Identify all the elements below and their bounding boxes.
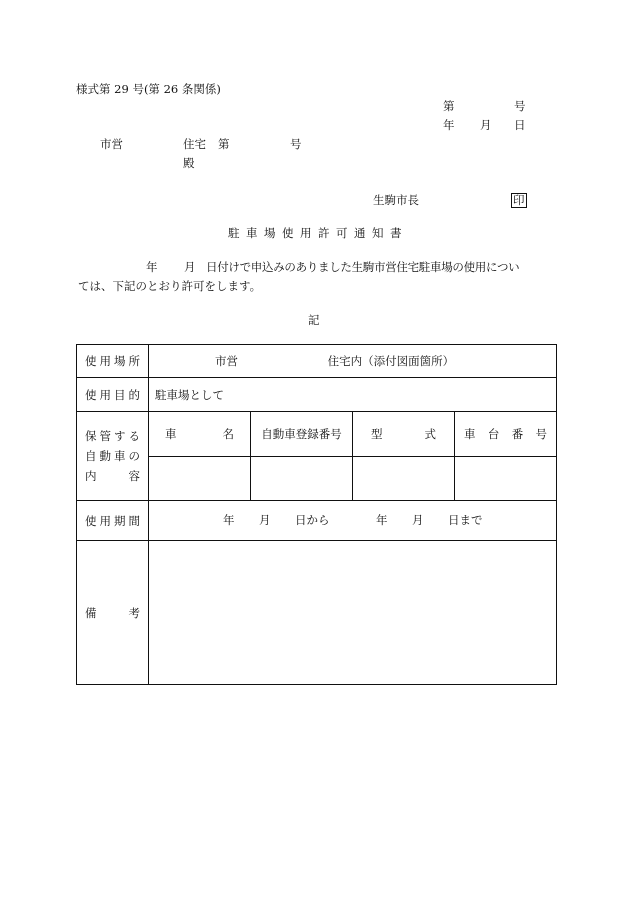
label-vehicle-line-1 bbox=[85, 428, 140, 444]
label-remarks bbox=[77, 541, 149, 685]
label-purpose bbox=[77, 378, 149, 412]
doc-number-suffix: 号 bbox=[514, 99, 526, 113]
seal-mark bbox=[511, 193, 527, 208]
addressee-city: 市営 bbox=[100, 137, 123, 151]
period-from-year: 年 bbox=[223, 513, 235, 527]
ki-heading: 記 bbox=[308, 313, 320, 327]
label-char: 所 bbox=[128, 354, 140, 368]
label-char: 管 bbox=[99, 429, 111, 443]
label-char: 型 bbox=[371, 427, 383, 441]
label-char: 名 bbox=[222, 427, 234, 441]
label-char: 期 bbox=[114, 513, 126, 528]
location-suffix: 住宅内（添付図面箇所） bbox=[327, 354, 455, 368]
document-title: 駐車場使用許可通知書 bbox=[228, 226, 408, 240]
label-char: 用 bbox=[99, 513, 111, 528]
value-model bbox=[353, 457, 455, 501]
label-char: 的 bbox=[128, 387, 140, 402]
form-number: 様式第 29 号(第 26 条関係) bbox=[76, 82, 221, 96]
header-chassis-no-text bbox=[464, 426, 547, 442]
label-char: 目 bbox=[114, 387, 126, 402]
location-city: 市営 bbox=[215, 354, 238, 368]
value-purpose bbox=[149, 378, 557, 412]
header-chassis-no bbox=[455, 412, 557, 457]
row-purpose bbox=[77, 378, 557, 412]
permit-table bbox=[76, 344, 557, 685]
doc-date-day: 日 bbox=[514, 118, 526, 132]
row-location bbox=[77, 345, 557, 378]
issuer-name: 生駒市長 bbox=[373, 193, 419, 207]
doc-number-prefix: 第 bbox=[443, 99, 455, 113]
label-purpose-text bbox=[85, 387, 140, 403]
label-char: 台 bbox=[487, 427, 500, 441]
purpose-value: 駐車場として bbox=[155, 387, 224, 402]
addressee-honorific: 殿 bbox=[183, 156, 195, 170]
label-char: 内 bbox=[85, 469, 97, 483]
value-location bbox=[149, 345, 557, 378]
row-period bbox=[77, 501, 557, 541]
value-reg-no bbox=[251, 457, 353, 501]
label-vehicle-lines bbox=[77, 426, 148, 486]
addressee-housing: 住宅 bbox=[183, 137, 206, 151]
label-vehicle-line-2 bbox=[85, 448, 140, 464]
label-period bbox=[77, 501, 149, 541]
label-char: 式 bbox=[424, 427, 436, 441]
period-to-month: 月 bbox=[412, 513, 424, 527]
label-char: す bbox=[114, 429, 126, 443]
label-char: 号 bbox=[535, 427, 548, 441]
label-char: 考 bbox=[128, 605, 140, 620]
label-char: の bbox=[128, 449, 140, 463]
label-char: 使 bbox=[85, 354, 97, 368]
addressee-no-suffix: 号 bbox=[290, 137, 302, 151]
period-from-suffix: 日から bbox=[295, 513, 330, 527]
body-line-2: ては、下記のとおり許可をします。 bbox=[78, 279, 262, 293]
header-car-name bbox=[149, 412, 251, 457]
label-char: 備 bbox=[85, 605, 97, 620]
doc-date-month: 月 bbox=[480, 118, 492, 132]
header-car-name-text bbox=[165, 426, 234, 442]
label-char: 車 bbox=[165, 427, 177, 441]
value-period bbox=[149, 501, 557, 541]
label-char: る bbox=[128, 429, 140, 443]
label-char: 容 bbox=[128, 469, 140, 483]
label-location bbox=[77, 345, 149, 378]
label-char: 動 bbox=[99, 449, 111, 463]
doc-date-year: 年 bbox=[443, 118, 455, 132]
period-to-year: 年 bbox=[376, 513, 388, 527]
header-model-text bbox=[371, 426, 436, 442]
period-to-suffix: 日まで bbox=[448, 513, 483, 527]
label-vehicle bbox=[77, 412, 149, 501]
addressee-no-prefix: 第 bbox=[218, 137, 230, 151]
body-line-1: 日付けで申込みのありました生駒市営住宅駐車場の使用につい bbox=[206, 260, 520, 274]
label-period-text bbox=[85, 513, 140, 529]
body-year: 年 bbox=[146, 260, 158, 274]
header-reg-no: 自動車登録番号 bbox=[251, 412, 353, 457]
row-vehicle-header bbox=[77, 412, 557, 457]
label-char: 場 bbox=[114, 354, 126, 368]
value-car-name bbox=[149, 457, 251, 501]
body-month: 月 bbox=[184, 260, 196, 274]
label-char: 保 bbox=[85, 429, 97, 443]
label-char: 自 bbox=[85, 449, 97, 463]
label-char: 使 bbox=[85, 387, 97, 402]
row-remarks bbox=[77, 541, 557, 685]
value-chassis-no bbox=[455, 457, 557, 501]
period-from-month: 月 bbox=[259, 513, 271, 527]
row-vehicle-values bbox=[77, 457, 557, 501]
label-remarks-text bbox=[85, 605, 140, 621]
label-char: 番 bbox=[511, 427, 524, 441]
label-char: 使 bbox=[85, 513, 97, 528]
label-location-text bbox=[85, 353, 140, 369]
label-vehicle-line-3 bbox=[85, 468, 140, 484]
seal-box: 印 bbox=[513, 193, 525, 207]
header-model bbox=[353, 412, 455, 457]
label-char: 間 bbox=[128, 513, 140, 528]
label-char: 用 bbox=[99, 387, 111, 402]
label-char: 用 bbox=[99, 354, 111, 368]
value-remarks bbox=[149, 541, 557, 685]
label-char: 車 bbox=[464, 427, 476, 441]
label-char: 車 bbox=[114, 449, 126, 463]
